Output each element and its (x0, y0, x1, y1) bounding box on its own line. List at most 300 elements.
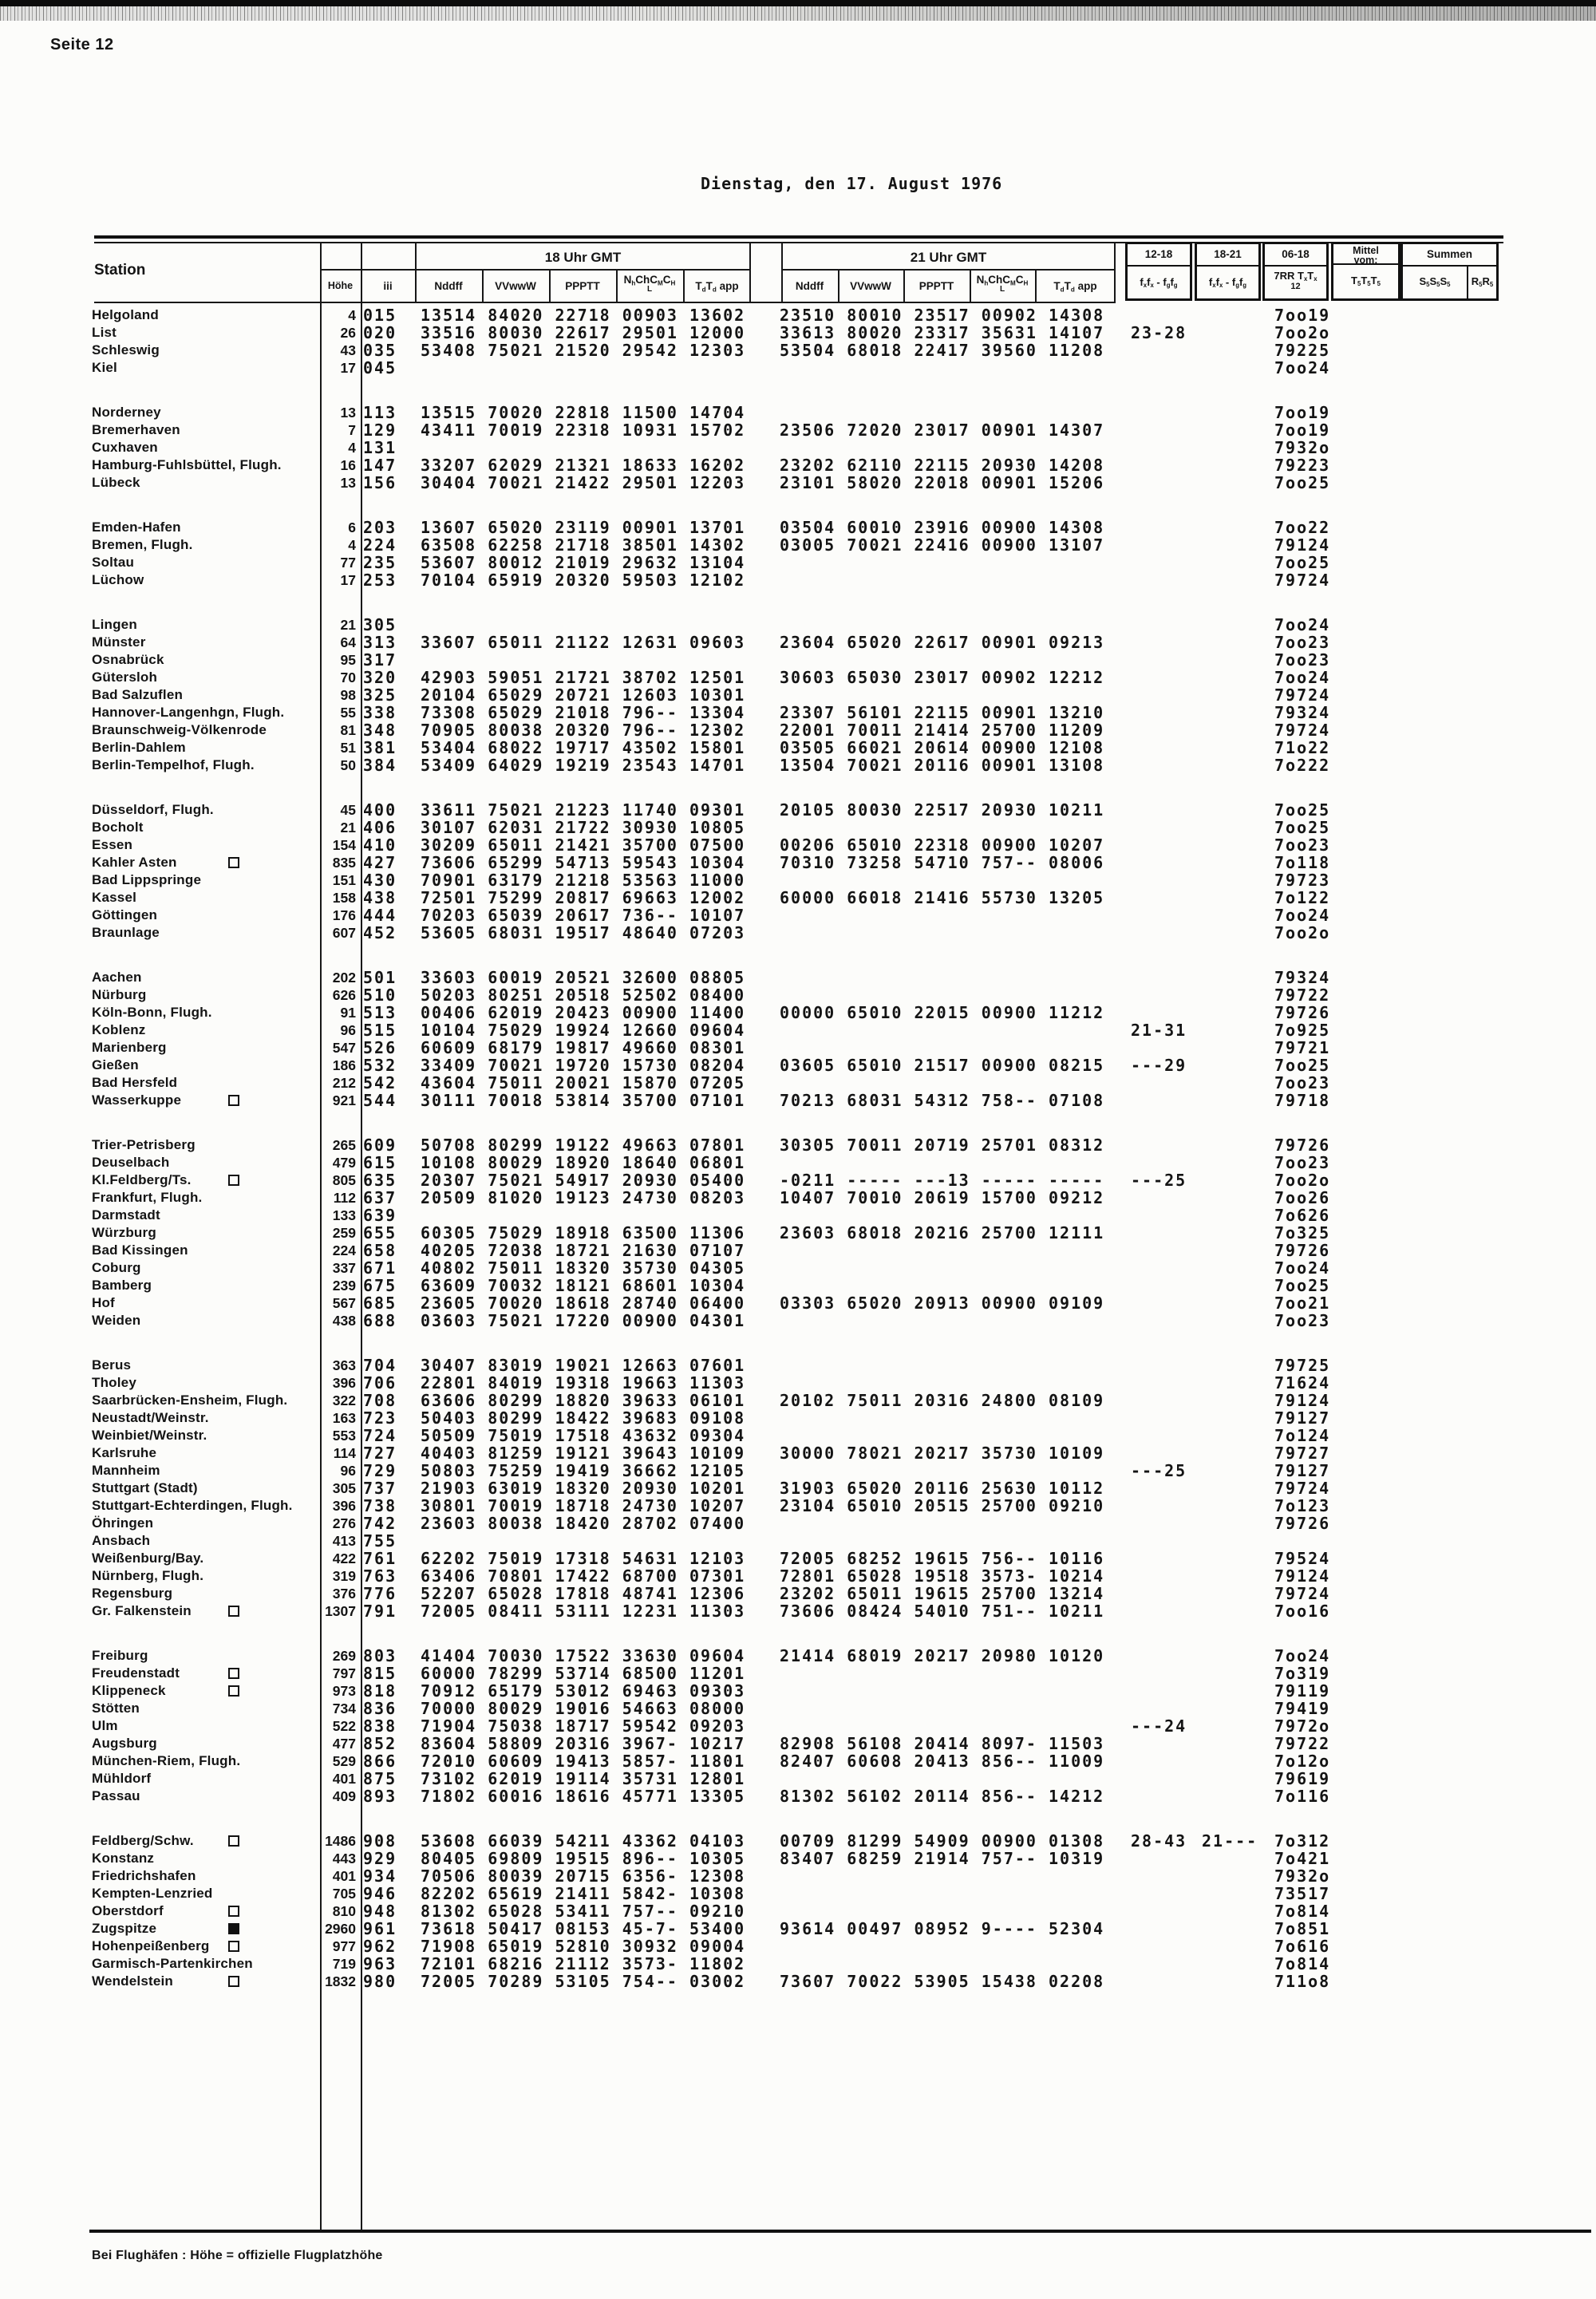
station-name: Garmisch-Partenkirchen (92, 1956, 253, 1971)
obs-21-gmt-values: 30603 65030 23017 00902 12212 (780, 668, 1105, 687)
sum-06-18-value: 79727 (1274, 1444, 1331, 1463)
obs-18-gmt-values: 50803 75259 19419 36662 12105 (421, 1461, 746, 1480)
station-name: Weiden (92, 1313, 141, 1328)
sum-06-18-value: 7oo16 (1274, 1602, 1331, 1621)
table-row (0, 1092, 1596, 1109)
sum-06-18-value: 7oo25 (1274, 473, 1331, 492)
iii-value: 515 (363, 1021, 397, 1040)
station-name: Freiburg (92, 1648, 148, 1663)
station-name: Bad Lippspringe (92, 872, 202, 887)
iii-value: 532 (363, 1056, 397, 1075)
station-name: Berus (92, 1357, 132, 1373)
station-name: Kahler Asten (92, 855, 177, 870)
iii-value: 723 (363, 1408, 397, 1428)
iii-value: 020 (363, 323, 397, 342)
hoehe-value: 212 (332, 1075, 356, 1091)
date-title: Dienstag, den 17. August 1976 (701, 174, 1003, 193)
iii-value: 963 (363, 1954, 397, 1973)
footnote: Bei Flughäfen : Höhe = offizielle Flugplatzhöhe (92, 2249, 383, 2262)
table-row (0, 1647, 1596, 1665)
obs-18-gmt-values: 82202 65619 21411 5842- 10308 (421, 1884, 746, 1903)
table-row (0, 1920, 1596, 1938)
obs-18-gmt-values: 43604 75011 20021 15870 07205 (421, 1073, 746, 1092)
nddff-header-21: Nddff (795, 280, 824, 292)
iii-value: 406 (363, 818, 397, 837)
page-number: Seite 12 (50, 36, 114, 53)
table-row (0, 889, 1596, 907)
table-row (0, 854, 1596, 871)
hoehe-value: 16 (340, 457, 356, 473)
station-name: Wasserkuppe (92, 1092, 182, 1108)
station-name: Weinbiet/Weinstr. (92, 1428, 207, 1443)
cloud-header-main: NhChCMCH (976, 274, 1029, 287)
tdtd-header-21: TdTd app (1053, 280, 1097, 294)
sum-06-18-value: 79419 (1274, 1699, 1331, 1718)
station-name: Bocholt (92, 820, 144, 835)
iii-value: 129 (363, 421, 397, 440)
sum-06-18-value: 7oo26 (1274, 1188, 1331, 1207)
sum-06-18-value: 79324 (1274, 703, 1331, 722)
obs-18-gmt-values: 53408 75021 21520 29542 12303 (421, 341, 746, 360)
cloud-header-sub: L (646, 285, 653, 294)
hoehe-value: 529 (332, 1753, 356, 1769)
sum-06-18-value: 79124 (1274, 535, 1331, 555)
wind-18-21-value: 21--- (1202, 1831, 1258, 1851)
table-row (0, 1207, 1596, 1224)
filled-square-symbol-icon (228, 1923, 239, 1934)
hoehe-value: 45 (340, 802, 356, 818)
sum-06-18-value: 7o118 (1274, 853, 1331, 872)
hoehe-value: 6 (348, 519, 356, 535)
obs-21-gmt-values: 20102 75011 20316 24800 08109 (780, 1391, 1105, 1410)
s5-formula: S5S5S5 (1419, 275, 1451, 289)
hoehe-value: 567 (332, 1295, 356, 1311)
hoehe-value: 239 (332, 1278, 356, 1294)
obs-18-gmt-values: 30801 70019 18718 24730 10207 (421, 1496, 746, 1515)
table-row (0, 571, 1596, 589)
sum-06-18-value: 7oo23 (1274, 835, 1331, 855)
hoehe-value: 77 (340, 555, 356, 571)
iii-value: 510 (363, 986, 397, 1005)
hoehe-value: 26 (340, 325, 356, 341)
col-18-21-header-box (1195, 242, 1261, 301)
table-row (0, 421, 1596, 439)
iii-value: 737 (363, 1479, 397, 1498)
iii-value: 961 (363, 1919, 397, 1938)
sum-06-18-value: 7oo23 (1274, 1073, 1331, 1092)
table-row (0, 554, 1596, 571)
obs-18-gmt-values: 40403 81259 19121 39643 10109 (421, 1444, 746, 1463)
station-name: Bad Salzuflen (92, 687, 184, 702)
tdtd-header-18: TdTd app (695, 280, 739, 294)
table-row (0, 756, 1596, 774)
obs-21-gmt-values: 30305 70011 20719 25701 08312 (780, 1136, 1105, 1155)
obs-21-gmt-values: 00000 65010 22015 00900 11212 (780, 1003, 1105, 1022)
table-row (0, 1277, 1596, 1294)
table-row (0, 836, 1596, 854)
table-row (0, 1585, 1596, 1602)
station-name: Bad Hersfeld (92, 1075, 178, 1090)
iii-value: 791 (363, 1602, 397, 1621)
station-name: Coburg (92, 1260, 141, 1275)
sum-06-18-value: 73517 (1274, 1884, 1331, 1903)
table-row (0, 536, 1596, 554)
hoehe-value: 438 (332, 1313, 356, 1329)
obs-18-gmt-values: 53608 66039 54211 43362 04103 (421, 1831, 746, 1851)
table-row (0, 359, 1596, 377)
iii-value: 438 (363, 888, 397, 907)
summen-label: Summen (1403, 244, 1496, 267)
iii-value: 658 (363, 1241, 397, 1260)
hoehe-value: 1307 (325, 1603, 356, 1619)
hoehe-value: 158 (332, 890, 356, 906)
obs-18-gmt-values: 30111 70018 53814 35700 07101 (421, 1091, 746, 1110)
hoehe-value: 43 (340, 342, 356, 358)
table-row (0, 1409, 1596, 1427)
hoehe-value: 835 (332, 855, 356, 871)
sum-06-18-value: 79127 (1274, 1408, 1331, 1428)
sum-06-18-value: 711o8 (1274, 1972, 1331, 1991)
table-row (0, 1867, 1596, 1885)
iii-value: 866 (363, 1752, 397, 1771)
table-row (0, 1189, 1596, 1207)
obs-18-gmt-values: 70203 65039 20617 736-- 10107 (421, 906, 746, 925)
obs-18-gmt-values: 33611 75021 21223 11740 09301 (421, 800, 746, 820)
sum-06-18-value: 79722 (1274, 1734, 1331, 1753)
obs-21-gmt-values: 73606 08424 54010 751-- 10211 (780, 1602, 1105, 1621)
wind-12-18-value: 21-31 (1131, 1021, 1187, 1040)
group-header-21utc: 21 Uhr GMT (910, 250, 987, 265)
sum-06-18-value: 7o421 (1274, 1849, 1331, 1868)
obs-18-gmt-values: 83604 58809 20316 3967- 10217 (421, 1734, 746, 1753)
sum-06-18-value: 7oo24 (1274, 668, 1331, 687)
hoehe-value: 70 (340, 670, 356, 685)
obs-21-gmt-values: 23202 65011 19615 25700 13214 (780, 1584, 1105, 1603)
obs-18-gmt-values: 53409 64029 19219 23543 14701 (421, 756, 746, 775)
obs-18-gmt-values: 42903 59051 21721 38702 12501 (421, 668, 746, 687)
sum-06-18-value: 79225 (1274, 341, 1331, 360)
sum-06-18-value: 7972o (1274, 1716, 1331, 1736)
station-name: Emden-Hafen (92, 519, 181, 535)
table-row (0, 704, 1596, 721)
obs-18-gmt-values: 52207 65028 17818 48741 12306 (421, 1584, 746, 1603)
obs-18-gmt-values: 03603 75021 17220 00900 04301 (421, 1311, 746, 1330)
sum-06-18-value: 7oo23 (1274, 650, 1331, 670)
table-row (0, 1602, 1596, 1620)
iii-value: 015 (363, 306, 397, 325)
station-name: Trier-Petrisberg (92, 1137, 196, 1152)
hoehe-value: 810 (332, 1903, 356, 1919)
obs-18-gmt-values: 30404 70021 21422 29501 12203 (421, 473, 746, 492)
table-row (0, 1717, 1596, 1735)
sum-06-18-value: 7o312 (1274, 1831, 1331, 1851)
iii-value: 430 (363, 871, 397, 890)
iii-value: 203 (363, 518, 397, 537)
group-header-18utc: 18 Uhr GMT (544, 250, 622, 265)
open-square-symbol-icon (228, 1906, 239, 1917)
iii-value: 045 (363, 358, 397, 377)
hoehe-value: 4 (348, 307, 356, 323)
table-row (0, 1850, 1596, 1867)
sum-06-18-value: 7o123 (1274, 1496, 1331, 1515)
hoehe-value: 805 (332, 1172, 356, 1188)
obs-21-gmt-values: 72801 65028 19518 3573- 10214 (780, 1566, 1105, 1586)
hoehe-value: 2960 (325, 1921, 356, 1937)
hoehe-value: 553 (332, 1428, 356, 1444)
sum-06-18-value: 79124 (1274, 1566, 1331, 1586)
table-row (0, 721, 1596, 739)
table-row (0, 651, 1596, 669)
sum-06-18-value: 79725 (1274, 1356, 1331, 1375)
station-name: Oberstdorf (92, 1903, 164, 1918)
hoehe-value: 4 (348, 440, 356, 456)
obs-18-gmt-values: 70912 65179 53012 69463 09303 (421, 1681, 746, 1701)
iii-value: 704 (363, 1356, 397, 1375)
iii-value: 836 (363, 1699, 397, 1718)
obs-18-gmt-values: 00406 62019 20423 00900 11400 (421, 1003, 746, 1022)
iii-value: 452 (363, 923, 397, 942)
sum-06-18-value: 7oo22 (1274, 518, 1331, 537)
iii-value: 742 (363, 1514, 397, 1533)
obs-21-gmt-values: 23603 68018 20216 25700 12111 (780, 1223, 1105, 1242)
iii-value: 501 (363, 968, 397, 987)
iii-value: 655 (363, 1223, 397, 1242)
obs-18-gmt-values: 10108 80029 18920 18640 06801 (421, 1153, 746, 1172)
iii-value: 131 (363, 438, 397, 457)
obs-18-gmt-values: 73618 50417 08153 45-7- 53400 (421, 1919, 746, 1938)
iii-value: 803 (363, 1646, 397, 1665)
open-square-symbol-icon (228, 1606, 239, 1617)
station-name: Essen (92, 837, 133, 852)
station-name: Braunlage (92, 925, 160, 940)
obs-18-gmt-values: 33409 70021 19720 15730 08204 (421, 1056, 746, 1075)
table-row (0, 871, 1596, 889)
station-name: Zugspitze (92, 1921, 157, 1936)
obs-18-gmt-values: 13607 65020 23119 00901 13701 (421, 518, 746, 537)
obs-21-gmt-values: 82908 56108 20414 8097- 11503 (780, 1734, 1105, 1753)
station-name: Bremen, Flugh. (92, 537, 193, 552)
sum-06-18-value: 79721 (1274, 1038, 1331, 1057)
table-row (0, 1312, 1596, 1329)
obs-18-gmt-values: 50203 80251 20518 52502 08400 (421, 986, 746, 1005)
iii-value: 427 (363, 853, 397, 872)
obs-18-gmt-values: 53404 68022 19717 43502 15801 (421, 738, 746, 757)
iii-value: 224 (363, 535, 397, 555)
iii-value: 320 (363, 668, 397, 687)
obs-21-gmt-values: 23510 80010 23517 00902 14308 (780, 306, 1105, 325)
obs-18-gmt-values: 72501 75299 20817 69663 12002 (421, 888, 746, 907)
hoehe-value: 17 (340, 360, 356, 376)
hoehe-value: 96 (340, 1022, 356, 1038)
table-row (0, 1497, 1596, 1515)
obs-18-gmt-values: 33607 65011 21122 12631 09603 (421, 633, 746, 652)
sum-06-18-value: 7oo25 (1274, 1056, 1331, 1075)
sum-06-18-value: 79724 (1274, 1479, 1331, 1498)
sum-06-18-value: 79718 (1274, 1091, 1331, 1110)
hoehe-value: 186 (332, 1057, 356, 1073)
wind-12-18-value: 23-28 (1131, 323, 1187, 342)
open-square-symbol-icon (228, 1976, 239, 1987)
obs-21-gmt-values: 03005 70021 22416 00900 13107 (780, 535, 1105, 555)
obs-18-gmt-values: 20104 65029 20721 12603 10301 (421, 685, 746, 705)
station-name: Schleswig (92, 342, 160, 357)
hoehe-value: 363 (332, 1357, 356, 1373)
iii-value: 708 (363, 1391, 397, 1410)
table-row (0, 1392, 1596, 1409)
table-row (0, 324, 1596, 342)
col-06-18-header-box (1262, 242, 1329, 301)
obs-18-gmt-values: 63406 70801 17422 68700 07301 (421, 1566, 746, 1586)
hoehe-value: 973 (332, 1683, 356, 1699)
station-name: Aachen (92, 970, 142, 985)
sum-06-18-value: 7o814 (1274, 1902, 1331, 1921)
station-name: Münster (92, 634, 146, 650)
station-name: Passau (92, 1788, 140, 1803)
table-row (0, 1136, 1596, 1154)
sum-06-18-value: 7o319 (1274, 1664, 1331, 1683)
iii-value: 980 (363, 1972, 397, 1991)
table-row (0, 1021, 1596, 1039)
obs-21-gmt-values: 20105 80030 22517 20930 10211 (780, 800, 1105, 820)
obs-21-gmt-values: 03505 66021 20614 00900 12108 (780, 738, 1105, 757)
iii-value: 838 (363, 1716, 397, 1736)
sum-06-18-value: 7o222 (1274, 756, 1331, 775)
station-name: Hamburg-Fuhlsbüttel, Flugh. (92, 457, 282, 472)
hoehe-value: 547 (332, 1040, 356, 1056)
table-row (0, 1154, 1596, 1171)
iii-value: 325 (363, 685, 397, 705)
table-row (0, 1294, 1596, 1312)
obs-21-gmt-values: 83407 68259 21914 757-- 10319 (780, 1849, 1105, 1868)
iii-value: 526 (363, 1038, 397, 1057)
station-name: Bad Kissingen (92, 1242, 188, 1258)
col-18-21-formula: fxfx - fgfg (1208, 276, 1247, 290)
table-row (0, 669, 1596, 686)
sum-06-18-value: 79524 (1274, 1549, 1331, 1568)
hoehe-value: 376 (332, 1586, 356, 1602)
table-row (0, 1700, 1596, 1717)
table-bottom-rule (89, 2230, 1591, 2233)
table-row (0, 1938, 1596, 1955)
station-name: Augsburg (92, 1736, 157, 1751)
iii-value: 147 (363, 456, 397, 475)
table-row (0, 634, 1596, 651)
iii-value: 113 (363, 403, 397, 422)
table-row (0, 519, 1596, 536)
sum-06-18-value: 7oo23 (1274, 1311, 1331, 1330)
sum-06-18-value: 71o22 (1274, 738, 1331, 757)
sum-06-18-value: 7oo24 (1274, 615, 1331, 634)
r5-formula: R5R5 (1467, 267, 1496, 298)
obs-18-gmt-values: 53605 68031 19517 48640 07203 (421, 923, 746, 942)
obs-21-gmt-values: 23101 58020 22018 00901 15206 (780, 473, 1105, 492)
cloud-header-main: NhChCMCH (623, 274, 676, 287)
station-name: Lingen (92, 617, 137, 632)
iii-value: 724 (363, 1426, 397, 1445)
obs-18-gmt-values: 81302 65028 53411 757-- 09210 (421, 1902, 746, 1921)
station-name: Weißenburg/Bay. (92, 1550, 204, 1566)
table-row (0, 1479, 1596, 1497)
col-18-21-label: 18-21 (1197, 244, 1258, 267)
obs-18-gmt-values: 41404 70030 17522 33630 09604 (421, 1646, 746, 1665)
table-row (0, 1259, 1596, 1277)
iii-value: 908 (363, 1831, 397, 1851)
station-name: Wendelstein (92, 1973, 174, 1989)
iii-value: 893 (363, 1787, 397, 1806)
obs-18-gmt-values: 80405 69809 19515 896-- 10305 (421, 1849, 746, 1868)
obs-21-gmt-values: 03303 65020 20913 00900 09109 (780, 1294, 1105, 1313)
table-row (0, 1770, 1596, 1787)
station-name: Darmstadt (92, 1207, 160, 1223)
station-name: München-Riem, Flugh. (92, 1753, 241, 1768)
obs-21-gmt-values: 00206 65010 22318 00900 10207 (780, 835, 1105, 855)
sum-06-18-value: 7o814 (1274, 1954, 1331, 1973)
hoehe-value: 13 (340, 405, 356, 421)
obs-18-gmt-values: 70506 80039 20715 6356- 12308 (421, 1866, 746, 1886)
iii-value: 615 (363, 1153, 397, 1172)
obs-21-gmt-values: 73607 70022 53905 15438 02208 (780, 1972, 1105, 1991)
sum-06-18-value: 7oo2o (1274, 323, 1331, 342)
table-row (0, 1832, 1596, 1850)
table-row (0, 1462, 1596, 1479)
table-row (0, 616, 1596, 634)
table-row (0, 474, 1596, 492)
sum-06-18-value: 7oo25 (1274, 800, 1331, 820)
iii-value: 948 (363, 1902, 397, 1921)
hoehe-value: 17 (340, 572, 356, 588)
sum-06-18-value: 7o851 (1274, 1919, 1331, 1938)
table-row (0, 986, 1596, 1004)
station-name: Bamberg (92, 1278, 152, 1293)
sum-06-18-value: 7oo2o (1274, 923, 1331, 942)
hoehe-value: 21 (340, 617, 356, 633)
station-name: Koblenz (92, 1022, 146, 1037)
station-name: Friedrichshafen (92, 1868, 196, 1883)
obs-18-gmt-values: 60000 78299 53714 68500 11201 (421, 1664, 746, 1683)
table-row (0, 801, 1596, 819)
sum-06-18-value: 79324 (1274, 968, 1331, 987)
sum-06-18-value: 7o325 (1274, 1223, 1331, 1242)
obs-18-gmt-values: 63606 80299 18820 39633 06101 (421, 1391, 746, 1410)
table-row (0, 1057, 1596, 1074)
table-row (0, 1004, 1596, 1021)
summen-formula (1403, 267, 1496, 298)
hoehe-value: 163 (332, 1410, 356, 1426)
sum-06-18-value: 7oo21 (1274, 1294, 1331, 1313)
table-row (0, 686, 1596, 704)
hoehe-value: 401 (332, 1771, 356, 1787)
obs-21-gmt-values: 93614 00497 08952 9---- 52304 (780, 1919, 1105, 1938)
cloud-header-sub: L (999, 285, 1005, 294)
hoehe-value: 322 (332, 1392, 356, 1408)
sum-06-18-value: 79724 (1274, 1584, 1331, 1603)
obs-18-gmt-values: 72005 08411 53111 12231 11303 (421, 1602, 746, 1621)
mittel-header-box (1331, 242, 1400, 301)
sum-06-18-value: 7oo25 (1274, 553, 1331, 572)
station-name: Tholey (92, 1375, 136, 1390)
obs-21-gmt-values: 03605 65010 21517 00900 08215 (780, 1056, 1105, 1075)
hoehe-value: 396 (332, 1498, 356, 1514)
hoehe-value: 921 (332, 1092, 356, 1108)
summen-header-box (1400, 242, 1499, 301)
obs-18-gmt-values: 33207 62029 21321 18633 16202 (421, 456, 746, 475)
obs-21-gmt-values: 30000 78021 20217 35730 10109 (780, 1444, 1105, 1463)
station-name: Hannover-Langenhgn, Flugh. (92, 705, 285, 720)
open-square-symbol-icon (228, 1175, 239, 1186)
open-square-symbol-icon (228, 857, 239, 868)
station-name: Kl.Feldberg/Ts. (92, 1172, 192, 1187)
hoehe-value: 50 (340, 757, 356, 773)
